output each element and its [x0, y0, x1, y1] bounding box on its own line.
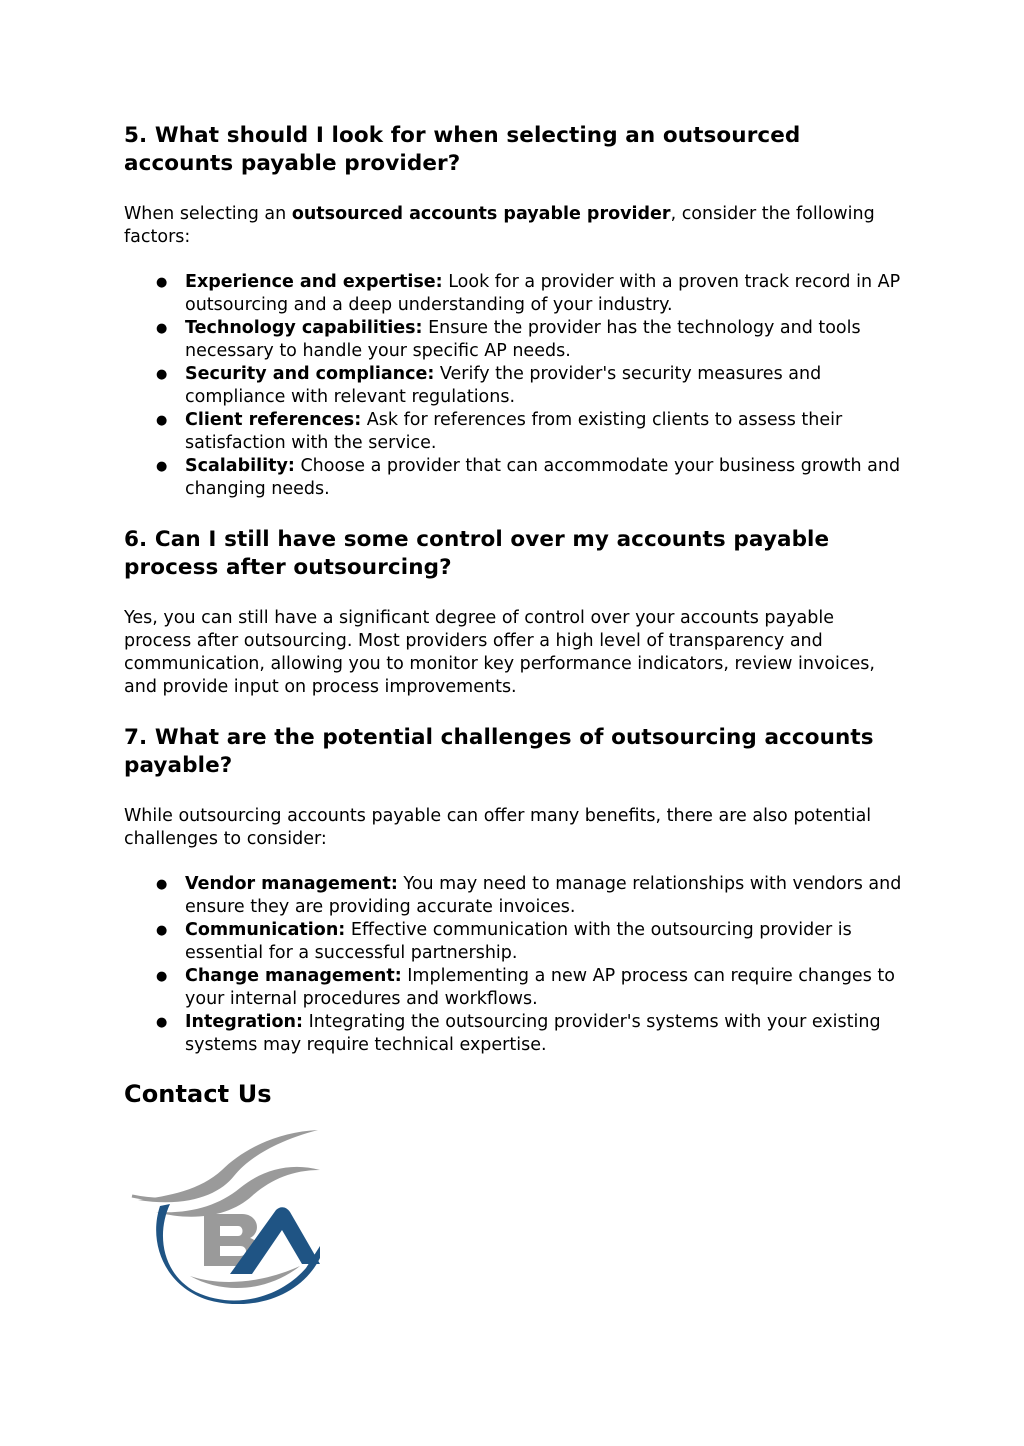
list-item-term: Security and compliance: — [185, 364, 435, 384]
list-item-term: Integration: — [185, 1012, 304, 1032]
list-item-term: Change management: — [185, 966, 402, 986]
document-page — [124, 122, 904, 1109]
bullet-icon: ● — [156, 877, 168, 892]
list-item — [124, 965, 904, 1011]
bullet-icon: ● — [156, 275, 168, 290]
list-item-text: Ask for references from existing clients to assess their satisfaction with the service. — [185, 410, 843, 453]
section-6-heading: 6. Can I still have some control over my accounts payable process after outsourcing? — [124, 527, 830, 580]
list-item — [124, 919, 904, 965]
section-6-body: Yes, you can still have a significant degree of control over your accounts payable process after outsourcing. Most providers offer a high level of transparency and communication, allowing you to monitor key performance indicators, review invoices, and provide input on process improvements. — [124, 608, 875, 697]
section-5-intro-bold: outsourced accounts payable provider — [291, 204, 671, 224]
list-item-text: Effective communication with the outsourcing provider is essential for a successful partnership. — [185, 920, 852, 963]
list-item — [124, 363, 904, 409]
bullet-icon: ● — [156, 923, 168, 938]
section-5-heading: 5. What should I look for when selecting an outsourced accounts payable provider? — [124, 123, 801, 176]
eba-logo-icon — [130, 1126, 322, 1304]
section-5-intro — [124, 203, 904, 249]
list-item-text: Look for a provider with a proven track record in AP outsourcing and a deep understanding of your industry. — [185, 272, 901, 315]
section-7-heading: 7. What are the potential challenges of outsourcing accounts payable? — [124, 725, 874, 778]
list-item-term: Technology capabilities: — [185, 318, 423, 338]
list-item-term: Communication: — [185, 920, 346, 940]
bullet-icon: ● — [156, 413, 168, 428]
list-item-text: Implementing a new AP process can require changes to your internal procedures and workflows. — [185, 966, 895, 1009]
bullet-icon: ● — [156, 969, 168, 984]
section-7-intro: While outsourcing accounts payable can offer many benefits, there are also potential challenges to consider: — [124, 806, 872, 849]
list-item-text: Choose a provider that can accommodate your business growth and changing needs. — [185, 456, 901, 499]
section-7-challenge-list — [124, 873, 904, 1057]
list-item — [124, 317, 904, 363]
list-item-text: Ensure the provider has the technology and tools necessary to handle your specific AP needs. — [185, 318, 861, 361]
bullet-icon: ● — [156, 459, 168, 474]
list-item — [124, 271, 904, 317]
section-5-intro-prefix: When selecting an — [124, 204, 292, 224]
list-item-term: Experience and expertise: — [185, 272, 443, 292]
contact-heading: Contact Us — [124, 1080, 272, 1108]
section-5-intro-suffix: , consider the following factors: — [124, 204, 875, 247]
list-item-text: Integrating the outsourcing provider's systems with your existing systems may require technical expertise. — [185, 1012, 881, 1055]
bullet-icon: ● — [156, 321, 168, 336]
list-item — [124, 1011, 904, 1057]
list-item-term: Vendor management: — [185, 874, 398, 894]
list-item — [124, 873, 904, 919]
list-item — [124, 455, 904, 501]
bullet-icon: ● — [156, 367, 168, 382]
bullet-icon: ● — [156, 1015, 168, 1030]
list-item-term: Client references: — [185, 410, 362, 430]
list-item-text: Verify the provider's security measures and compliance with relevant regulations. — [185, 364, 822, 407]
list-item-term: Scalability: — [185, 456, 295, 476]
list-item-text: You may need to manage relationships with vendors and ensure they are providing accurate invoices. — [185, 874, 902, 917]
section-5-factor-list — [124, 271, 904, 501]
list-item — [124, 409, 904, 455]
